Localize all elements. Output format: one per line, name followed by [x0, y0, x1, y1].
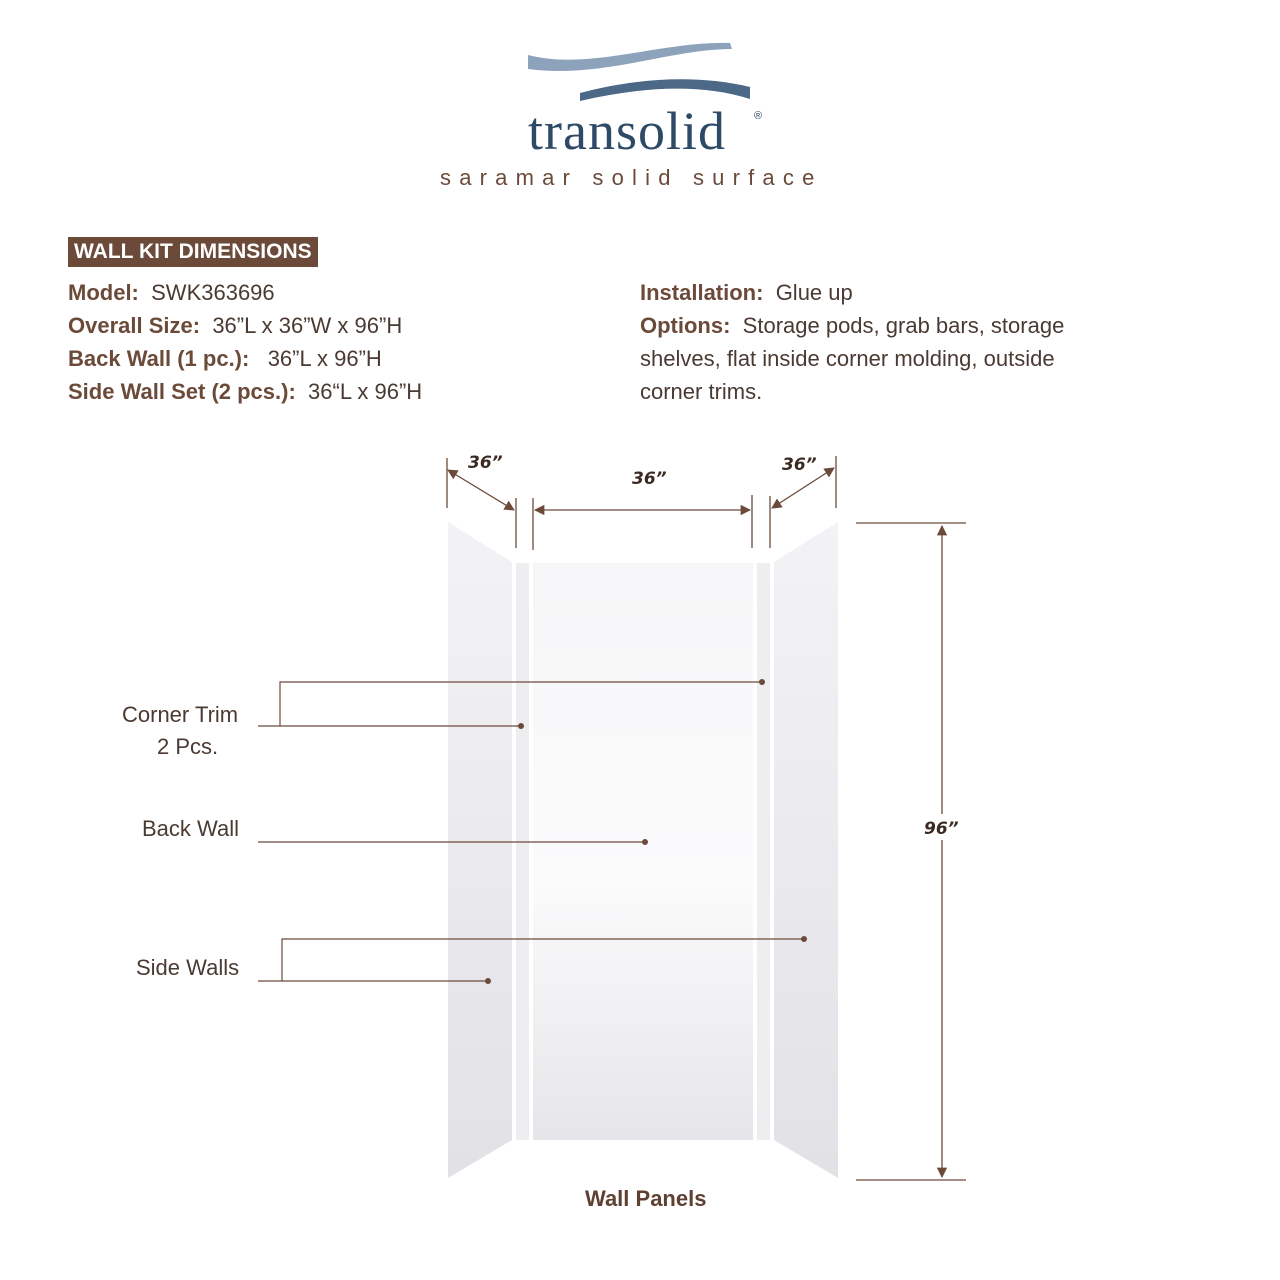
right-side-wall — [774, 522, 838, 1178]
spec-value: 36“L x 96”H — [308, 379, 423, 404]
options-line: Storage pods, grab bars, storage — [742, 313, 1065, 338]
callout-side-walls: Side Walls — [136, 955, 240, 980]
spec-value: 36”L x 96”H — [267, 346, 382, 371]
spec-label: Model: — [68, 280, 139, 305]
dimension-height — [856, 523, 966, 1180]
spec-label: Overall Size: — [68, 313, 201, 338]
left-side-wall — [448, 522, 512, 1178]
options-label: Options: — [640, 313, 731, 338]
right-corner-trim — [757, 563, 770, 1140]
diagram-caption: Wall Panels — [585, 1186, 707, 1211]
spec-value: 36”L x 36”W x 96”H — [212, 313, 403, 338]
callout-corner-trim-count: 2 Pcs. — [157, 734, 219, 759]
callout-back-wall: Back Wall — [142, 816, 239, 841]
registered-mark: ® — [754, 110, 763, 122]
dimension-center-label: 36” — [632, 469, 667, 489]
leader-dot — [485, 978, 491, 984]
section-title: WALL KIT DIMENSIONS — [68, 237, 318, 267]
dimension-right-label: 36” — [782, 455, 817, 475]
brand-tagline: saramar solid surface — [440, 165, 823, 190]
spec-label: Back Wall (1 pc.): — [68, 346, 250, 371]
spec-label: Side Wall Set (2 pcs.): — [68, 379, 296, 404]
left-corner-trim — [516, 563, 529, 1140]
spec-value: SWK363696 — [151, 280, 275, 305]
callout-corner-trim: Corner Trim — [122, 702, 239, 727]
leader-dot — [518, 723, 524, 729]
options-line: shelves, flat inside corner molding, outside — [640, 346, 1055, 371]
installation-label: Installation: — [640, 280, 764, 305]
dimension-left-label: 36” — [468, 453, 503, 473]
installation-value: Glue up — [775, 280, 853, 305]
dimension-height-label: 96” — [924, 819, 959, 839]
leader-dot — [759, 679, 765, 685]
back-wall — [533, 563, 753, 1140]
leader-dot — [642, 839, 648, 845]
options-line: corner trims. — [640, 379, 763, 404]
brand-name: transolid — [528, 101, 726, 161]
dimension-center — [533, 495, 752, 550]
leader-dot — [801, 936, 807, 942]
